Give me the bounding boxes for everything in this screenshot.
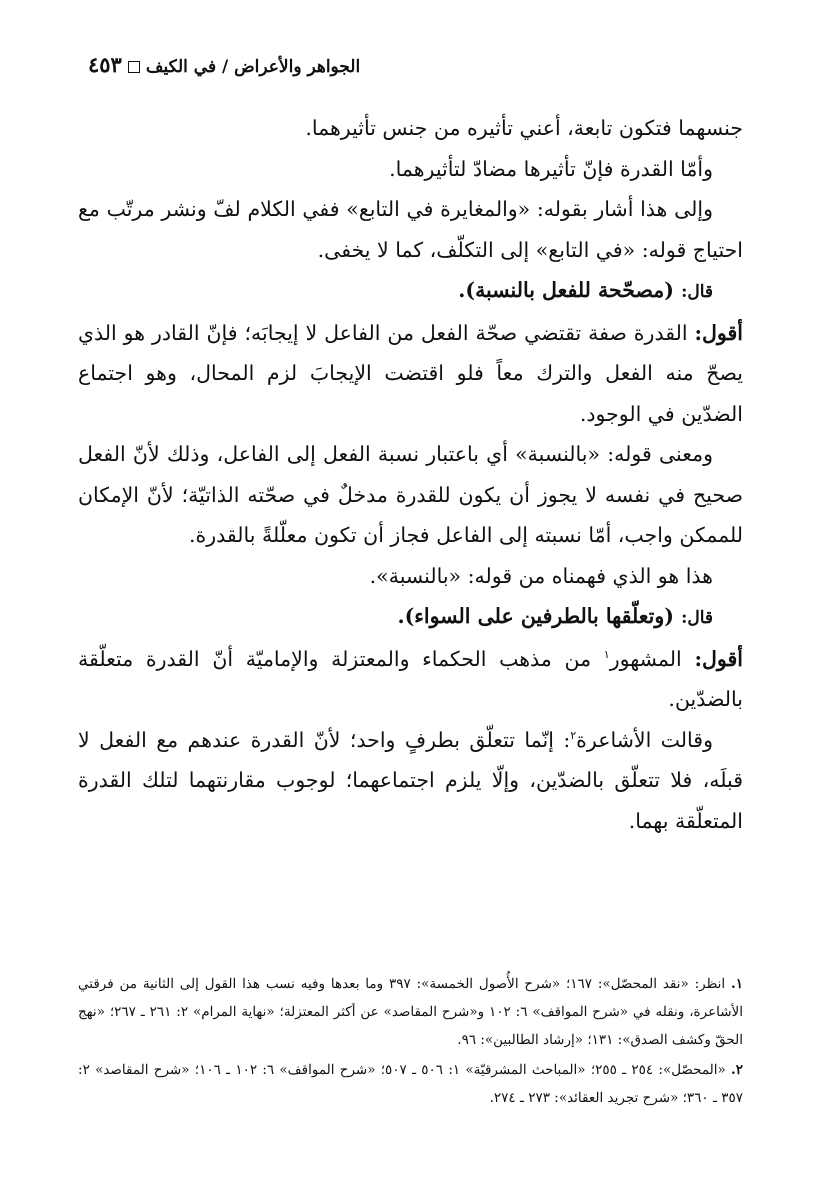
paragraph bbox=[78, 720, 743, 842]
qala-keyword: قال: bbox=[681, 608, 713, 628]
footnote bbox=[78, 1056, 743, 1112]
footnotes bbox=[78, 970, 743, 1114]
paragraph-text: : إنّما تتعلّق بطرفٍ واحد؛ لأنّ القدرة عندهم مع الفعل لا قبلَه، فلا تتعلّق بالضدّين، وإلّا يلزم اجتماعهما؛ لوجوب مقارنتهما لتلك القدرة المتعلّقة بهما. bbox=[78, 727, 743, 833]
matn-text: (وتعلّقها بالطرفين على السواء). bbox=[397, 604, 682, 628]
running-header bbox=[88, 52, 735, 82]
matn-quote bbox=[78, 270, 743, 313]
commentary-paragraph bbox=[78, 639, 743, 720]
footnote-text: انظر: «نقد المحصّل»: ١٦٧؛ «شرح الأُصول الخمسة»: ٣٩٧ وما بعدها وفيه نسب هذا القول إلى الثانية من فرقتي الأشاعرة، ونقله في «شرح المواقف» ٦: ١٠٢ و«شرح المقاصد» عن أكثر المعتزلة؛ «نهاية المرام» ٢: ٢٦١ ـ ٢٦٧؛ «نهج الحقّ وكشف الصدق»: ١٣١؛ «إرشاد الطالبين»: ٩٦. bbox=[78, 976, 744, 1048]
square-ornament-icon bbox=[128, 61, 140, 73]
commentary-text: المشهور bbox=[609, 646, 695, 671]
aqulu-keyword: أقول: bbox=[694, 646, 743, 671]
paragraph: وأمّا القدرة فإنّ تأثيرها مضادّ لتأثيرهما. bbox=[389, 156, 713, 181]
main-text bbox=[78, 108, 743, 841]
matn-text: (مصحّحة للفعل بالنسبة). bbox=[458, 278, 682, 302]
footnote-text: «المحصّل»: ٢٥٤ ـ ٢٥٥؛ «المباحث المشرقيّة» ١: ٥٠٦ ـ ٥٠٧؛ «شرح المواقف» ٦: ١٠٢ ـ ١٠٦؛ «شرح المقاصد» ٢: ٣٥٧ ـ ٣٦٠؛ «شرح تجريد العقائد»: ٢٧٣ ـ ٢٧٤. bbox=[78, 1062, 743, 1106]
page-number: ٤٥٣ bbox=[88, 52, 122, 77]
footnote-ref[interactable]: ٢ bbox=[570, 728, 577, 742]
commentary-text: القدرة صفة تقتضي صحّة الفعل من الفاعل لا إيجابَه؛ فإنّ القادر هو الذي يصحّ منه الفعل والترك معاً فلو اقتضت الإيجابَ لزم المحال، وهو اجتماع الضدّين في الوجود. bbox=[78, 320, 743, 426]
footnote bbox=[78, 970, 743, 1054]
paragraph: هذا هو الذي فهمناه من قوله: «بالنسبة». bbox=[369, 563, 713, 588]
footnote-number: ٢. bbox=[731, 1062, 744, 1078]
paragraph: ومعنى قوله: «بالنسبة» أي باعتبار نسبة الفعل إلى الفاعل، وذلك لأنّ الفعل صحيح في نفسه لا يجوز أن يكون للقدرة مدخلٌ في صحّته الذاتيّة؛ لأنّ الإمكان للممكن واجب، أمّا نسبته إلى الفاعل فجاز أن تكون معلّلةً بالقدرة. bbox=[78, 442, 743, 547]
commentary-text: من مذهب الحكماء والمعتزلة والإماميّة أنّ القدرة متعلّقة بالضدّين. bbox=[78, 646, 743, 711]
matn-quote bbox=[78, 596, 743, 639]
paragraph: جنسهما فتكون تابعة، أعني تأثيره من جنس تأثيرهما. bbox=[305, 116, 743, 140]
paragraph-text: وقالت الأشاعرة bbox=[576, 727, 714, 752]
header-title: الجواهر والأعراض / في الكيف bbox=[145, 57, 361, 77]
footnote-ref[interactable]: ١ bbox=[603, 647, 610, 661]
qala-keyword: قال: bbox=[681, 282, 713, 302]
footnote-number: ١. bbox=[731, 976, 743, 992]
commentary-paragraph bbox=[78, 313, 743, 435]
paragraph: وإلى هذا أشار بقوله: «والمغايرة في التابع» ففي الكلام لفّ ونشر مرتّب مع احتياج قوله: «في التابع» إلى التكلّف، كما لا يخفى. bbox=[78, 197, 743, 262]
aqulu-keyword: أقول: bbox=[694, 320, 743, 345]
